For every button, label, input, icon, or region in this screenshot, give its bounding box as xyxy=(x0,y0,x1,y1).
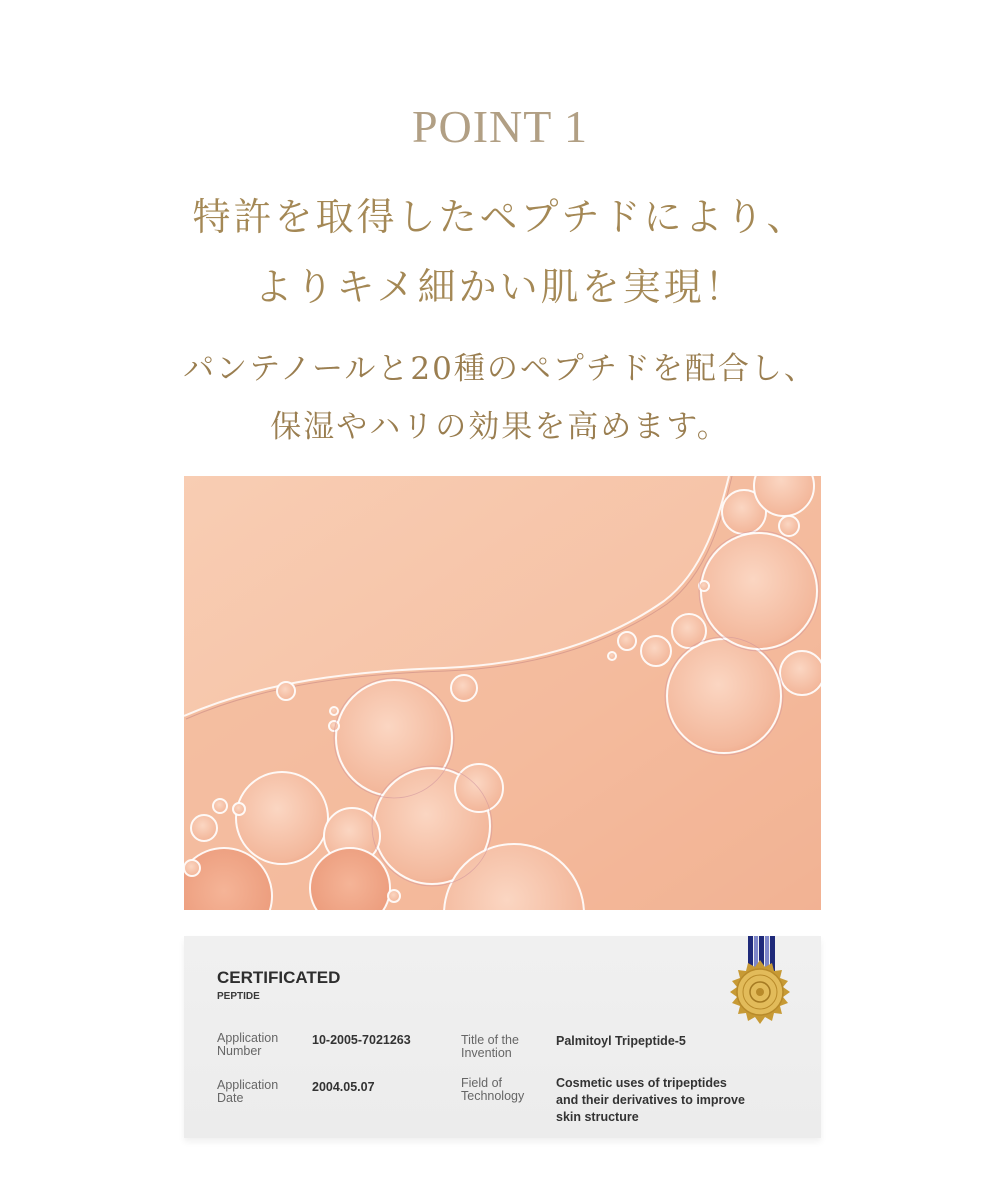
peach-bubbles-image xyxy=(184,476,821,910)
field-of-technology-value: Cosmetic uses of tripeptides and their derivatives to improve skin structure xyxy=(556,1076,745,1124)
certificate-subtitle: PEPTIDE xyxy=(217,991,260,1002)
application-number-label: Application Number xyxy=(217,1031,279,1058)
subheadline xyxy=(0,340,1000,456)
certificate-title: CERTIFICATED xyxy=(217,968,341,987)
subheadline-line-1: パンテノールと20種のペプチドを配合し、 xyxy=(183,351,817,387)
invention-title-value: Palmitoyl Tripeptide-5 xyxy=(556,1034,686,1048)
subheadline-line-2: 保湿やハリの効果を高めます。 xyxy=(270,409,730,445)
invention-title-label: Title of the Invention xyxy=(461,1033,519,1060)
headline-line-1: 特許を取得したペプチドにより、 xyxy=(192,195,808,239)
patent-certificate xyxy=(184,936,821,1138)
application-date-label: Application Date xyxy=(217,1078,279,1105)
application-date-value: 2004.05.07 xyxy=(312,1080,375,1094)
headline-line-2: よりキメ細かい肌を実現！ xyxy=(254,265,746,309)
headline xyxy=(0,182,1000,322)
field-of-technology-label: Field of Technology xyxy=(461,1076,525,1103)
application-number-value: 10-2005-7021263 xyxy=(312,1033,411,1047)
point-title: POINT 1 xyxy=(411,101,589,152)
gold-medal-icon xyxy=(720,936,800,1031)
